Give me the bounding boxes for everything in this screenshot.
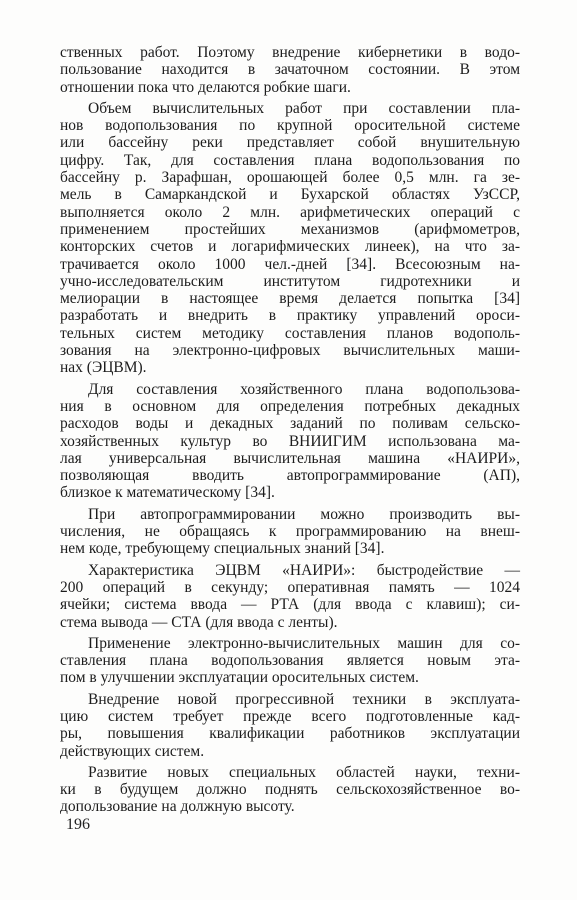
text-line: хозяйственных культур во ВНИИГИМ использована ма- (60, 432, 520, 450)
paragraph-6 (60, 635, 520, 687)
text-line: нов водопользования по крупной оросительной системе (60, 117, 520, 135)
text-line: Развитие новых специальных областей науки, техни- (88, 763, 520, 781)
text-line: выполняется около 2 млн. арифметических операций с (60, 203, 520, 221)
text-line: трачивается около 1000 чел.-дней [34]. Всесоюзным на- (60, 255, 520, 273)
paragraph-8 (60, 764, 520, 816)
text-line: нем коде, требующему специальных знаний [34]. (60, 540, 385, 558)
text-line: Внедрение новой прогрессивной техники в эксплуата- (88, 690, 520, 708)
paragraph-5 (60, 562, 520, 631)
text-line: конторских счетов и логарифмических линеек), на что за- (60, 238, 520, 256)
text-line: действующих систем. (60, 742, 205, 760)
text-line: расходов воды и декадных заданий по поливам сельско- (60, 415, 520, 433)
text-line: При автопрограммировании можно производить вы- (88, 505, 520, 523)
text-line: позволяющая вводить автопрограммирование (АП), (60, 467, 520, 485)
text-line: ки в будущем должно поднять сельскохозяйственное во- (60, 781, 520, 799)
text-line: ственных работ. Поэтому внедрение кибернетики в водо- (60, 44, 520, 61)
text-line: стема вывода — СТА (для ввода с ленты). (60, 613, 338, 631)
text-line: учно-исследовательским институтом гидротехники и (60, 272, 520, 290)
body-text (60, 44, 520, 816)
text-line: ячейки; система ввода — РТА (для ввода с клавиш); си- (60, 596, 520, 614)
text-line: ры, повышения квалификации работников эксплуатации (60, 725, 520, 743)
text-line: пом в улучшении эксплуатации оросительных систем. (60, 669, 419, 687)
text-line: цию систем требует прежде всего подготовленные кад- (60, 707, 520, 725)
text-line: пользование находится в зачаточном состоянии. В этом (60, 61, 520, 79)
text-line: разработать и внедрить в практику управлений ороси- (60, 307, 520, 325)
text-line: близкое к математическому [34]. (60, 484, 275, 502)
text-line: допользование на должную высоту. (60, 798, 295, 816)
text-line: нах (ЭЦВМ). (60, 359, 147, 377)
text-line: отношении пока что делаются робкие шаги. (60, 78, 351, 96)
text-line: ставления плана водопользования является новым эта- (60, 652, 520, 670)
text-line: лая универсальная вычислительная машина «НАИРИ», (60, 449, 520, 467)
text-line: числения, не обращаясь к программированию на внеш- (60, 523, 520, 541)
page-number: 196 (66, 816, 90, 833)
paragraph-1 (60, 44, 520, 96)
text-line: бассейну р. Зарафшан, орошающей более 0,5 млн. га зе- (60, 169, 520, 187)
paragraph-2 (60, 100, 520, 377)
text-line: 200 операций в секунду; оперативная память — 1024 (60, 578, 520, 596)
text-line: мелиорации в настоящее время делается попытка [34] (60, 290, 520, 308)
text-line: цифру. Так, для составления плана водопользования по (60, 151, 520, 169)
text-line: тельных систем методику составления планов водополь- (60, 324, 520, 342)
text-line: применением простейших механизмов (арифмометров, (60, 220, 520, 238)
text-line: зования на электронно-цифровых вычислительных маши- (60, 342, 520, 360)
paragraph-7 (60, 691, 520, 760)
paragraph-4 (60, 506, 520, 558)
text-line: Применение электронно-вычислительных машин для со- (88, 634, 520, 652)
text-line: или бассейну реки представляет собой внушительную (60, 134, 520, 152)
text-line: Характеристика ЭЦВМ «НАИРИ»: быстродействие — (88, 561, 520, 579)
text-line: мель в Самаркандской и Бухарской областях УзССР, (60, 186, 520, 204)
text-line: Объем вычислительных работ при составлении пла- (88, 99, 520, 117)
paragraph-3 (60, 381, 520, 502)
text-line: Для составления хозяйственного плана водопользова- (88, 380, 520, 398)
text-line: ния в основном для определения потребных декадных (60, 397, 520, 415)
